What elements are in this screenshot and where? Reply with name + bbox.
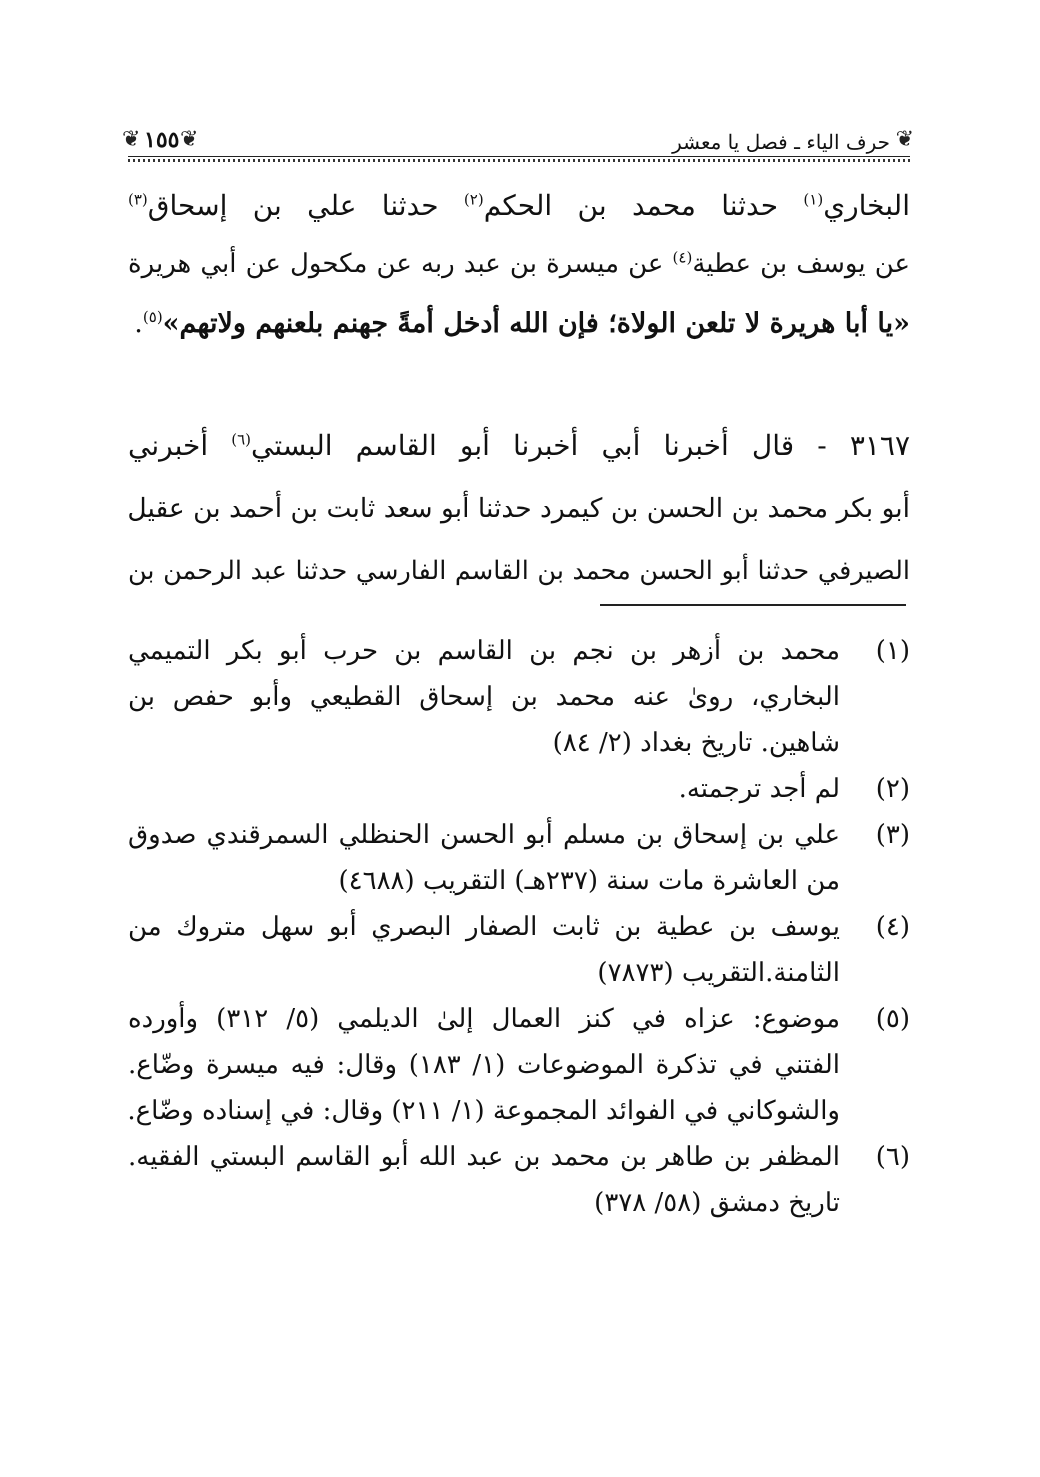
footnote-line: والشوكاني في الفوائد المجموعة (١/ ٢١١) وقال: في إسناده وضّاع. <box>127 1096 840 1126</box>
text-line <box>128 414 910 477</box>
footnote-number: (٢) <box>875 774 910 804</box>
ornament-icon: ❦ <box>895 127 914 152</box>
footnote-item <box>128 996 910 1134</box>
text-run: البخاري <box>823 189 910 222</box>
footnote-separator <box>600 604 906 606</box>
hadith-paragraph <box>128 176 910 353</box>
footnote-line: يوسف بن عطية بن ثابت الصفار البصري أبو سهل متروك من <box>128 912 840 942</box>
footnote-line: الفتني في تذكرة الموضوعات (١/ ١٨٣) وقال: فيه ميسرة وضّاع. <box>128 1050 840 1080</box>
text-line <box>128 540 910 603</box>
footnote-line: محمد بن أزهر بن نجم بن القاسم بن حرب أبو بكر التميمي <box>128 636 840 666</box>
isnad-paragraph <box>128 414 910 603</box>
text-run: عن يوسف بن عطية <box>692 249 910 279</box>
page-header <box>122 126 914 162</box>
footnote-number: (٤) <box>875 912 910 942</box>
text-run: أخبرني <box>128 429 232 462</box>
text-line <box>128 477 910 540</box>
footnote-ref[interactable]: (٤) <box>672 248 693 267</box>
footnote-line: تاريخ دمشق (٥٨/ ٣٧٨) <box>594 1188 840 1218</box>
text-run: . <box>134 308 143 339</box>
footnote-ref[interactable]: (١) <box>803 190 824 209</box>
footnote-line: موضوع: عزاه في كنز العمال إلىٰ الديلمي (٥/ ٣١٢) وأورده <box>128 1004 841 1034</box>
footnote-number: (٦) <box>875 1142 910 1172</box>
footnote-item <box>128 1134 910 1226</box>
text-run: حدثنا محمد بن الحكم <box>483 189 804 222</box>
footnote-line: لم أجد ترجمته. <box>678 774 840 804</box>
footnote-item <box>128 812 910 904</box>
footnote-item <box>128 766 910 812</box>
running-title: حرف الياء ـ فصل يا معشر <box>672 130 890 154</box>
text-line <box>128 176 910 235</box>
text-line <box>128 235 910 294</box>
footnote-line: من العاشرة مات سنة (٢٣٧هـ) التقريب (٤٦٨٨) <box>338 866 840 896</box>
footnote-line: المظفر بن طاهر بن محمد بن عبد الله أبو القاسم البستي الفقيه. <box>128 1142 840 1172</box>
footnote-number: (٥) <box>875 1004 910 1034</box>
footnote-ref[interactable]: (٦) <box>231 430 252 449</box>
footnotes <box>128 628 910 1226</box>
text-run: أبو بكر محمد بن الحسن بن كيمرد حدثنا أبو سعد ثابت بن أحمد بن عقيل <box>127 493 910 524</box>
text-run: الصيرفي حدثنا أبو الحسن محمد بن القاسم الفارسي حدثنا عبد الرحمن بن <box>128 556 910 586</box>
text-line <box>128 294 910 353</box>
header-rule <box>128 156 910 163</box>
footnote-ref[interactable]: (٥) <box>142 308 163 326</box>
text-run: حدثنا علي بن إسحاق <box>147 189 464 222</box>
footnote-item <box>128 904 910 996</box>
text-run: ٣١٦٧ - قال أخبرنا أبي أخبرنا أبو القاسم البستي <box>251 429 910 462</box>
footnote-ref[interactable]: (٢) <box>463 190 484 209</box>
hadith-text: «يا أبا هريرة لا تلعن الولاة؛ فإن الله أدخل أمةً جهنم بلعنهم ولاتهم» <box>162 308 910 339</box>
ornament-icon: ❦ <box>180 127 199 152</box>
footnote-number: (٣) <box>875 820 910 850</box>
footnote-line: البخاري، روىٰ عنه محمد بن إسحاق القطيعي وأبو حفص بن <box>128 682 840 712</box>
page-number: ١٥٥ <box>144 127 180 153</box>
ornament-icon: ❦ <box>122 127 141 152</box>
footnote-line: شاهين. تاريخ بغداد (٢/ ٨٤) <box>552 728 840 758</box>
footnote-item <box>128 628 910 766</box>
footnote-number: (١) <box>875 636 910 666</box>
footnote-line: علي بن إسحاق بن مسلم أبو الحسن الحنظلي السمرقندي صدوق <box>128 820 840 850</box>
footnote-line: الثامنة.التقريب (٧٨٧٣) <box>597 958 840 988</box>
footnote-ref[interactable]: (٣) <box>128 190 148 209</box>
text-run: عن ميسرة بن عبد ربه عن مكحول عن أبي هريرة <box>128 249 673 279</box>
